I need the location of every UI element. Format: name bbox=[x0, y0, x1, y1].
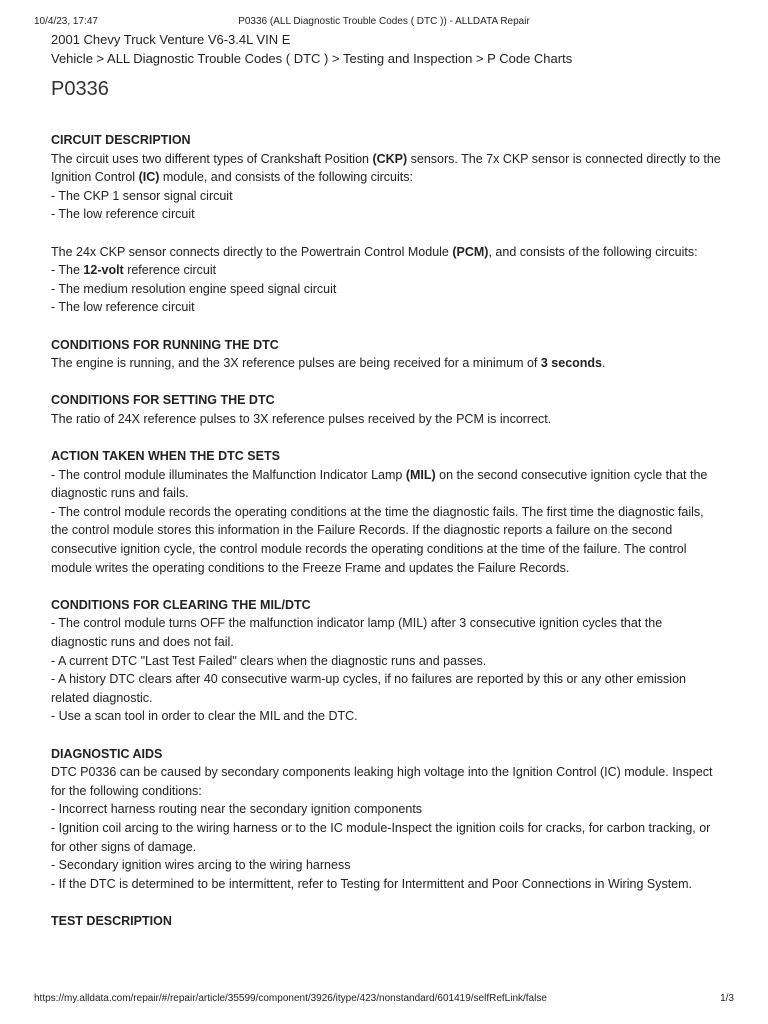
text-bold: 12-volt bbox=[83, 263, 124, 278]
section-conditions-clearing bbox=[51, 596, 721, 726]
list-item: - The low reference circuit bbox=[51, 300, 195, 315]
section-diagnostic-aids bbox=[51, 745, 721, 894]
section-heading: ACTION TAKEN WHEN THE DTC SETS bbox=[51, 449, 280, 464]
breadcrumb-item-vehicle[interactable]: Vehicle bbox=[51, 51, 93, 66]
text: reference circuit bbox=[123, 263, 217, 278]
text: - The control module illuminates the Malfunction Indicator Lamp bbox=[51, 467, 406, 482]
section-heading: CONDITIONS FOR CLEARING THE MIL/DTC bbox=[51, 597, 311, 612]
list-item: - Incorrect harness routing near the secondary ignition components bbox=[51, 802, 423, 817]
text: The engine is running, and the 3X reference pulses are being received for a minimum of bbox=[51, 356, 541, 371]
list-item: - Use a scan tool in order to clear the MIL and the DTC. bbox=[51, 709, 358, 724]
paragraph bbox=[51, 354, 721, 373]
print-page-title: P0336 (ALL Diagnostic Trouble Codes ( DTC )) - ALLDATA Repair bbox=[238, 16, 530, 27]
list-item: - The medium resolution engine speed signal circuit bbox=[51, 281, 337, 296]
section-action-taken bbox=[51, 447, 721, 577]
text: The circuit uses two different types of Crankshaft Position bbox=[51, 151, 373, 166]
print-url[interactable]: https://my.alldata.com/repair/#/repair/article/35599/component/3926/itype/423/nonstandard/601419/selfRefLink/false bbox=[34, 993, 547, 1004]
page-number: 1/3 bbox=[720, 993, 734, 1004]
text: module, and consists of the following circuits: bbox=[159, 170, 413, 185]
print-header bbox=[34, 16, 734, 30]
text-bold: (IC) bbox=[138, 170, 160, 185]
paragraph bbox=[51, 150, 721, 187]
breadcrumb-item-all-dtc[interactable]: ALL Diagnostic Trouble Codes ( DTC ) bbox=[107, 51, 329, 66]
section-conditions-setting bbox=[51, 391, 721, 428]
text: - The bbox=[51, 263, 84, 278]
paragraph bbox=[51, 243, 721, 262]
list-item: - The control module turns OFF the malfunction indicator lamp (MIL) after 3 consecutive ignition cycles that the diagnostic runs and does not fail. bbox=[51, 616, 663, 650]
list-item: - The CKP 1 sensor signal circuit bbox=[51, 188, 233, 203]
text: . bbox=[602, 356, 606, 371]
list-item: - The low reference circuit bbox=[51, 207, 195, 222]
section-heading: DIAGNOSTIC AIDS bbox=[51, 746, 163, 761]
section-heading: CONDITIONS FOR RUNNING THE DTC bbox=[51, 337, 279, 352]
print-footer bbox=[34, 993, 734, 1007]
list-item: - The control module records the operating conditions at the time the diagnostic fails. The first time the diagnostic fails, the control module stores this information in the Failure Records. If the diagnostic reports a failure on the second consecutive ignition cycle, the control module records the operating conditions at the time of the failure. The control module writes the operating conditions to the Freeze Frame and updates the Failure Records. bbox=[51, 504, 704, 575]
section-heading: CIRCUIT DESCRIPTION bbox=[51, 133, 191, 147]
text-bold: (PCM) bbox=[452, 244, 489, 259]
vehicle-info: 2001 Chevy Truck Venture V6-3.4L VIN E bbox=[51, 32, 291, 47]
section-conditions-running bbox=[51, 336, 721, 373]
list-item: - Ignition coil arcing to the wiring harness or to the IC module-Inspect the ignition coils for cracks, for carbon tracking, or for other signs of damage. bbox=[51, 820, 711, 854]
section-heading: TEST DESCRIPTION bbox=[51, 913, 172, 928]
paragraph: The ratio of 24X reference pulses to 3X reference pulses received by the PCM is incorrect. bbox=[51, 411, 552, 426]
section-test-description bbox=[51, 912, 721, 931]
text-bold: 3 seconds bbox=[540, 356, 603, 371]
breadcrumb-separator: > bbox=[328, 51, 343, 66]
list-item bbox=[51, 261, 721, 280]
breadcrumb-item-testing-inspection[interactable]: Testing and Inspection bbox=[342, 51, 473, 66]
text: The 24x CKP sensor connects directly to the Powertrain Control Module bbox=[51, 244, 453, 259]
breadcrumb-separator: > bbox=[472, 51, 488, 66]
page-title: P0336 bbox=[51, 78, 109, 100]
breadcrumb-item-p-code-charts[interactable]: P Code Charts bbox=[487, 51, 573, 66]
list-item: - If the DTC is determined to be intermittent, refer to Testing for Intermittent and Poor Connections in Wiring System. bbox=[51, 876, 693, 891]
text: , and consists of the following circuits: bbox=[488, 244, 698, 259]
section-circuit-description bbox=[51, 131, 721, 317]
text-bold: (CKP) bbox=[372, 151, 408, 166]
breadcrumb bbox=[51, 51, 572, 66]
text: sensors. The 7x CKP sensor is connected directly to the Ignition Control bbox=[51, 151, 721, 185]
list-item bbox=[51, 466, 721, 503]
list-item: - A history DTC clears after 40 consecutive warm-up cycles, if no failures are reported by this or any other emission related diagnostic. bbox=[51, 672, 686, 705]
breadcrumb-separator: > bbox=[92, 51, 108, 66]
list-item: - Secondary ignition wires arcing to the wiring harness bbox=[51, 858, 351, 873]
section-heading: CONDITIONS FOR SETTING THE DTC bbox=[51, 393, 275, 408]
print-timestamp: 10/4/23, 17:47 bbox=[34, 16, 98, 27]
text: on the second consecutive ignition cycle that the diagnostic runs and fails. bbox=[51, 467, 708, 501]
list-item: - A current DTC "Last Test Failed" clears when the diagnostic runs and passes. bbox=[51, 653, 487, 668]
paragraph: DTC P0336 can be caused by secondary components leaking high voltage into the Ignition Control (IC) module. Inspect for the following conditions: bbox=[51, 765, 713, 798]
article-content bbox=[51, 131, 721, 931]
text-bold: (MIL) bbox=[405, 467, 436, 482]
